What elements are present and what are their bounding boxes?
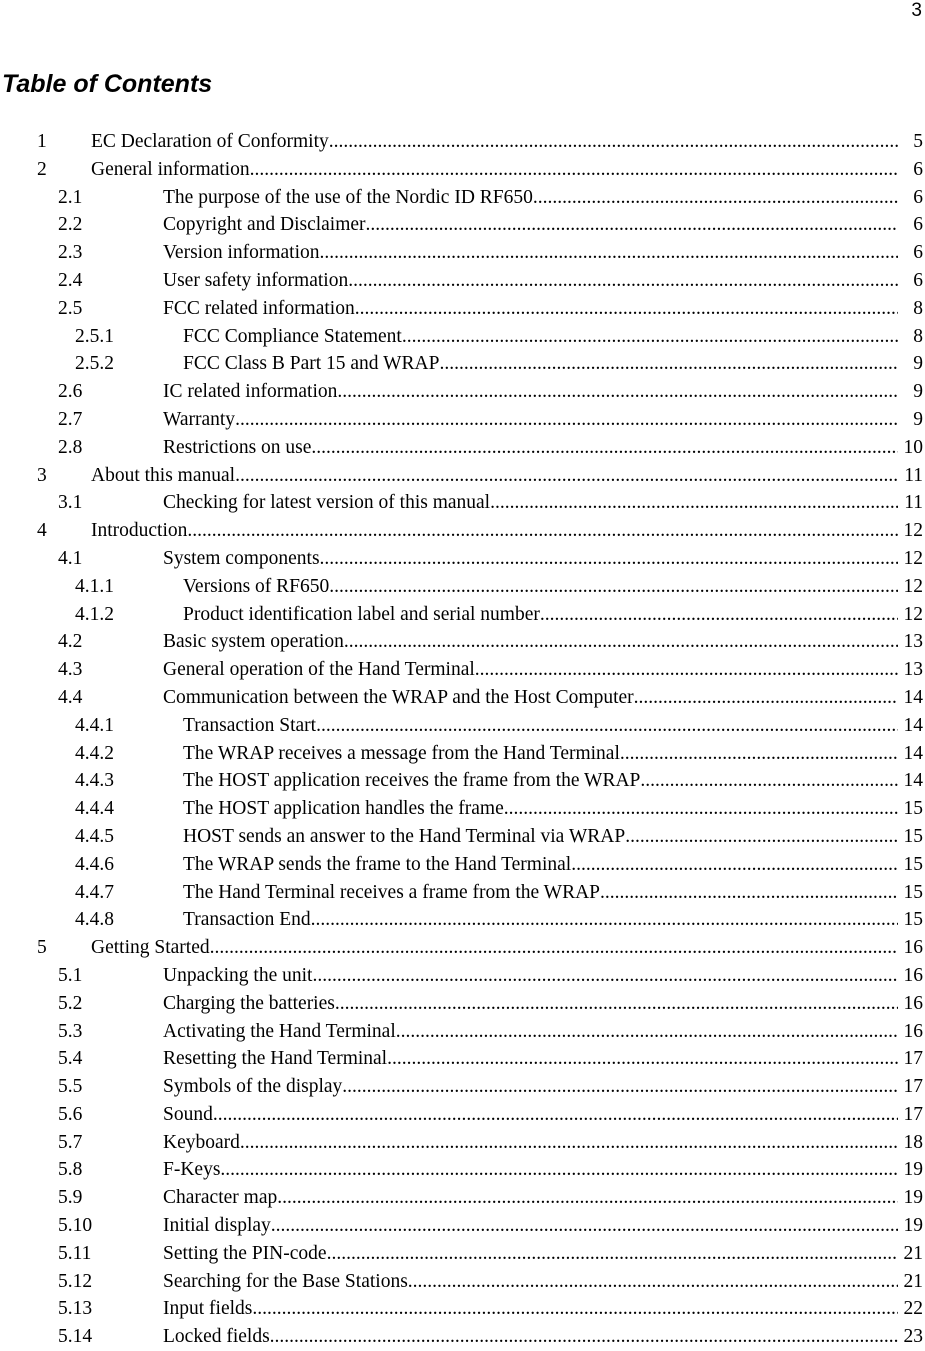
toc-entry-number: 1	[37, 131, 47, 152]
toc-entry-leader	[183, 601, 898, 629]
dot-leader	[540, 601, 898, 629]
toc-entry-leader	[183, 323, 898, 351]
toc-entry-title: FCC related information	[163, 295, 355, 323]
toc-entry-title: Transaction End	[183, 906, 311, 934]
toc-entry-page: 8	[913, 325, 923, 347]
toc-entry-title: Copyright and Disclaimer	[163, 211, 366, 239]
toc-entry[interactable]	[0, 489, 925, 517]
toc-entry-page: 17	[903, 1048, 923, 1070]
toc-entry[interactable]	[0, 295, 925, 323]
dot-leader	[270, 1323, 898, 1351]
toc-entry[interactable]	[0, 1156, 925, 1184]
dot-leader	[387, 1045, 898, 1073]
dot-leader	[210, 934, 898, 962]
toc-entry-page: 14	[903, 714, 923, 736]
toc-entry-leader	[163, 1073, 898, 1101]
toc-entry[interactable]	[0, 1323, 925, 1351]
toc-entry-page: 11	[904, 464, 923, 486]
toc-entry-leader	[183, 767, 898, 795]
dot-leader	[408, 1268, 898, 1296]
toc-entry[interactable]	[0, 1101, 925, 1129]
toc-entry-number: 5.14	[58, 1326, 93, 1348]
toc-entry-page: 6	[913, 214, 923, 236]
toc-entry-leader	[91, 934, 898, 962]
toc-entry[interactable]	[0, 350, 925, 378]
toc-entry[interactable]	[0, 517, 925, 545]
toc-entry-leader	[163, 184, 898, 212]
toc-entry-title: Charging the batteries	[163, 990, 335, 1018]
toc-entry-leader	[183, 740, 898, 768]
dot-leader	[504, 795, 898, 823]
dot-leader	[348, 267, 898, 295]
toc-entry-number: 5.11	[58, 1242, 92, 1264]
toc-entry-number: 2.3	[58, 242, 83, 264]
toc-entry[interactable]	[0, 740, 925, 768]
dot-leader	[329, 128, 898, 156]
dot-leader	[439, 350, 898, 378]
toc-entry-title: Searching for the Base Stations	[163, 1268, 408, 1296]
toc-entry-page: 13	[903, 659, 923, 681]
toc-entry-title: Character map	[163, 1184, 277, 1212]
toc-entry-leader	[163, 990, 898, 1018]
toc-entry-title: Product identification label and serial number	[183, 601, 540, 629]
toc-entry-page: 13	[903, 631, 923, 653]
toc-entry-title: Versions of RF650	[183, 573, 329, 601]
toc-entry[interactable]	[0, 573, 925, 601]
toc-entry[interactable]	[0, 239, 925, 267]
toc-entry-page: 15	[903, 909, 923, 931]
toc-entry-number: 4.4.3	[75, 770, 114, 792]
toc-entry-title: The WRAP receives a message from the Hand Terminal	[183, 740, 620, 768]
toc-entry[interactable]	[0, 1240, 925, 1268]
toc-entry[interactable]	[0, 1268, 925, 1296]
toc-entry-leader	[91, 517, 898, 545]
toc-entry[interactable]	[0, 323, 925, 351]
toc-entry[interactable]	[0, 823, 925, 851]
dot-leader	[235, 462, 898, 490]
toc-entry-leader	[183, 795, 898, 823]
toc-entry-page: 16	[903, 937, 923, 959]
toc-entry-page: 6	[913, 158, 923, 180]
toc-entry-title: The purpose of the use of the Nordic ID RF650	[163, 184, 533, 212]
toc-entry-number: 5.7	[58, 1131, 83, 1153]
toc-entry-leader	[163, 1323, 898, 1351]
toc-entry-leader	[163, 295, 898, 323]
toc-entry-number: 4.4	[58, 686, 83, 708]
toc-entry-title: Symbols of the display	[163, 1073, 342, 1101]
toc-entry-page: 18	[903, 1131, 923, 1153]
toc-entry-leader	[163, 684, 898, 712]
toc-entry-title: About this manual	[91, 462, 235, 490]
toc-entry-page: 15	[903, 853, 923, 875]
toc-entry-title: IC related information	[163, 378, 337, 406]
toc-entry-number: 3	[37, 464, 47, 486]
toc-entry-page: 16	[903, 992, 923, 1014]
toc-entry-number: 4.4.1	[75, 714, 114, 736]
toc-entry-title: Transaction Start	[183, 712, 316, 740]
dot-leader	[235, 406, 898, 434]
toc-list	[0, 128, 925, 1351]
toc-entry-number: 5.10	[58, 1215, 93, 1237]
dot-leader	[277, 1184, 898, 1212]
toc-entry-page: 21	[903, 1242, 923, 1264]
toc-entry-page: 11	[904, 492, 923, 514]
toc-entry-title: F-Keys	[163, 1156, 220, 1184]
toc-entry-number: 5.8	[58, 1159, 83, 1181]
toc-entry-page: 21	[903, 1270, 923, 1292]
toc-entry-page: 9	[913, 381, 923, 403]
toc-entry-number: 5	[37, 937, 47, 959]
dot-leader	[320, 239, 898, 267]
dot-leader	[335, 990, 898, 1018]
toc-entry-leader	[163, 656, 898, 684]
toc-entry-page: 12	[903, 547, 923, 569]
toc-entry-title: FCC Compliance Statement	[183, 323, 402, 351]
toc-entry[interactable]	[0, 990, 925, 1018]
toc-entry-number: 2.5.1	[75, 325, 114, 347]
toc-entry-leader	[183, 906, 898, 934]
toc-entry-title: Keyboard	[163, 1129, 240, 1157]
dot-leader	[250, 156, 898, 184]
toc-entry-leader	[183, 823, 898, 851]
toc-entry-title: Getting Started	[91, 934, 210, 962]
toc-entry-number: 4.2	[58, 631, 83, 653]
toc-entry-number: 2.2	[58, 214, 83, 236]
dot-leader	[311, 906, 898, 934]
dot-leader	[600, 879, 898, 907]
toc-entry-page: 14	[903, 770, 923, 792]
toc-entry-page: 16	[903, 964, 923, 986]
toc-entry-number: 5.3	[58, 1020, 83, 1042]
toc-entry[interactable]	[0, 601, 925, 629]
toc-entry-leader	[163, 1295, 898, 1323]
toc-entry[interactable]	[0, 712, 925, 740]
toc-entry-leader	[163, 406, 898, 434]
dot-leader	[213, 1101, 898, 1129]
toc-entry[interactable]	[0, 378, 925, 406]
toc-entry-leader	[183, 573, 898, 601]
toc-entry-page: 12	[903, 603, 923, 625]
toc-entry-number: 2.5.2	[75, 353, 114, 375]
toc-entry[interactable]	[0, 1184, 925, 1212]
toc-entry-leader	[163, 1212, 898, 1240]
toc-entry-page: 10	[903, 436, 923, 458]
toc-entry-title: Warranty	[163, 406, 235, 434]
toc-entry-page: 14	[903, 742, 923, 764]
toc-entry-number: 4.4.4	[75, 798, 114, 820]
toc-entry-number: 4.1.2	[75, 603, 114, 625]
dot-leader	[620, 740, 898, 768]
toc-entry-leader	[163, 1129, 898, 1157]
toc-entry-title: The Hand Terminal receives a frame from the WRAP	[183, 879, 600, 907]
dot-leader	[396, 1018, 898, 1046]
toc-entry-page: 23	[903, 1326, 923, 1348]
dot-leader	[571, 851, 898, 879]
dot-leader	[634, 684, 898, 712]
dot-leader	[533, 184, 898, 212]
toc-entry-page: 12	[903, 575, 923, 597]
toc-entry-leader	[183, 350, 898, 378]
toc-entry-title: HOST sends an answer to the Hand Terminal via WRAP	[183, 823, 625, 851]
toc-entry-page: 6	[913, 269, 923, 291]
toc-entry-number: 5.13	[58, 1298, 93, 1320]
toc-entry-leader	[91, 128, 898, 156]
toc-entry-title: Introduction	[91, 517, 187, 545]
toc-entry-leader	[183, 851, 898, 879]
dot-leader	[252, 1295, 898, 1323]
toc-entry-title: The HOST application handles the frame	[183, 795, 504, 823]
toc-entry-leader	[163, 378, 898, 406]
dot-leader	[475, 656, 898, 684]
toc-entry-number: 4.1	[58, 547, 83, 569]
toc-entry-title: General information	[91, 156, 250, 184]
toc-entry-title: Resetting the Hand Terminal	[163, 1045, 387, 1073]
toc-entry[interactable]	[0, 156, 925, 184]
dot-leader	[320, 545, 898, 573]
toc-entry-number: 5.6	[58, 1103, 83, 1125]
toc-entry-page: 19	[903, 1159, 923, 1181]
toc-entry[interactable]	[0, 934, 925, 962]
toc-entry-page: 14	[903, 686, 923, 708]
dot-leader	[337, 378, 898, 406]
toc-entry-title: Setting the PIN-code	[163, 1240, 327, 1268]
dot-leader	[187, 517, 898, 545]
toc-entry-title: Initial display	[163, 1212, 271, 1240]
toc-entry-number: 4	[37, 520, 47, 542]
toc-entry-title: Version information	[163, 239, 320, 267]
toc-entry[interactable]	[0, 462, 925, 490]
toc-entry-number: 5.5	[58, 1076, 83, 1098]
toc-entry-leader	[163, 1268, 898, 1296]
toc-entry-title: Checking for latest version of this manual	[163, 489, 490, 517]
toc-entry[interactable]	[0, 1018, 925, 1046]
dot-leader	[355, 295, 898, 323]
toc-entry-page: 5	[913, 131, 923, 152]
toc-entry-number: 5.12	[58, 1270, 93, 1292]
dot-leader	[312, 962, 898, 990]
dot-leader	[220, 1156, 898, 1184]
toc-entry-number: 4.4.8	[75, 909, 114, 931]
toc-entry-number: 5.1	[58, 964, 83, 986]
toc-entry[interactable]	[0, 267, 925, 295]
toc-entry[interactable]	[0, 1295, 925, 1323]
toc-entry-page: 15	[903, 798, 923, 820]
toc-entry-number: 4.4.2	[75, 742, 114, 764]
toc-entry-number: 4.4.6	[75, 853, 114, 875]
toc-entry-number: 2.5	[58, 297, 83, 319]
dot-leader	[329, 573, 898, 601]
dot-leader	[327, 1240, 898, 1268]
toc-entry[interactable]	[0, 1073, 925, 1101]
toc-entry-title: The WRAP sends the frame to the Hand Terminal	[183, 851, 571, 879]
toc-entry[interactable]	[0, 962, 925, 990]
dot-leader	[271, 1212, 898, 1240]
toc-entry-page: 12	[903, 520, 923, 542]
toc-entry-page: 19	[903, 1215, 923, 1237]
toc-entry-leader	[163, 628, 898, 656]
toc-entry[interactable]	[0, 128, 925, 156]
dot-leader	[344, 628, 898, 656]
toc-entry-leader	[91, 462, 898, 490]
toc-entry[interactable]	[0, 795, 925, 823]
toc-entry-number: 5.4	[58, 1048, 83, 1070]
toc-entry-leader	[163, 239, 898, 267]
dot-leader	[366, 211, 898, 239]
toc-entry-page: 9	[913, 408, 923, 430]
toc-entry-leader	[163, 545, 898, 573]
toc-entry[interactable]	[0, 406, 925, 434]
toc-entry-number: 2.8	[58, 436, 83, 458]
toc-entry-leader	[163, 434, 898, 462]
toc-entry-title: Input fields	[163, 1295, 252, 1323]
toc-entry-page: 6	[913, 242, 923, 264]
toc-entry-page: 17	[903, 1076, 923, 1098]
toc-entry-leader	[163, 1240, 898, 1268]
toc-entry-leader	[163, 1018, 898, 1046]
toc-entry-leader	[163, 1184, 898, 1212]
toc-entry-page: 9	[913, 353, 923, 375]
toc-entry[interactable]	[0, 211, 925, 239]
toc-entry-page: 8	[913, 297, 923, 319]
toc-entry-page: 19	[903, 1187, 923, 1209]
toc-entry-leader	[163, 267, 898, 295]
toc-entry[interactable]	[0, 656, 925, 684]
toc-entry-title: FCC Class B Part 15 and WRAP	[183, 350, 439, 378]
toc-entry-leader	[163, 1045, 898, 1073]
toc-entry[interactable]	[0, 184, 925, 212]
toc-entry-number: 2.7	[58, 408, 83, 430]
toc-entry[interactable]	[0, 1045, 925, 1073]
toc-entry-page: 22	[903, 1298, 923, 1320]
toc-entry-title: System components	[163, 545, 320, 573]
toc-entry-number: 2	[37, 158, 47, 180]
toc-entry-title: Locked fields	[163, 1323, 270, 1351]
toc-entry[interactable]	[0, 628, 925, 656]
toc-entry-number: 5.9	[58, 1187, 83, 1209]
toc-entry-leader	[183, 712, 898, 740]
toc-entry-title: Communication between the WRAP and the Host Computer	[163, 684, 634, 712]
toc-entry-number: 2.1	[58, 186, 83, 208]
toc-entry[interactable]	[0, 434, 925, 462]
toc-entry-number: 5.2	[58, 992, 83, 1014]
toc-entry-leader	[163, 1156, 898, 1184]
toc-entry-title: Basic system operation	[163, 628, 344, 656]
toc-entry-page: 6	[913, 186, 923, 208]
toc-entry[interactable]	[0, 1129, 925, 1157]
toc-entry-leader	[91, 156, 898, 184]
page-title: Table of Contents	[2, 70, 213, 98]
toc-entry[interactable]	[0, 767, 925, 795]
toc-entry-leader	[163, 489, 898, 517]
toc-entry-title: Sound	[163, 1101, 213, 1129]
toc-entry-number: 4.4.5	[75, 825, 114, 847]
toc-entry-title: General operation of the Hand Terminal	[163, 656, 475, 684]
dot-leader	[316, 712, 898, 740]
toc-entry[interactable]	[0, 906, 925, 934]
toc-entry-page: 16	[903, 1020, 923, 1042]
toc-entry-title: The HOST application receives the frame from the WRAP	[183, 767, 640, 795]
dot-leader	[640, 767, 898, 795]
toc-entry-leader	[163, 211, 898, 239]
toc-entry-number: 4.3	[58, 659, 83, 681]
toc-entry-title: Unpacking the unit	[163, 962, 312, 990]
toc-entry[interactable]	[0, 684, 925, 712]
toc-entry-title: EC Declaration of Conformity	[91, 128, 329, 156]
dot-leader	[240, 1129, 898, 1157]
toc-entry-number: 3.1	[58, 492, 83, 514]
toc-entry-page: 15	[903, 825, 923, 847]
toc-entry-title: User safety information	[163, 267, 348, 295]
toc-entry-number: 2.6	[58, 381, 83, 403]
toc-entry-number: 4.1.1	[75, 575, 114, 597]
toc-entry-leader	[183, 879, 898, 907]
toc-entry-number: 2.4	[58, 269, 83, 291]
toc-entry-leader	[163, 1101, 898, 1129]
dot-leader	[342, 1073, 898, 1101]
page-number: 3	[911, 0, 922, 21]
dot-leader	[402, 323, 898, 351]
dot-leader	[490, 489, 898, 517]
toc-entry-number: 4.4.7	[75, 881, 114, 903]
dot-leader	[311, 434, 898, 462]
toc-entry[interactable]	[0, 851, 925, 879]
toc-entry-page: 15	[903, 881, 923, 903]
toc-entry[interactable]	[0, 1212, 925, 1240]
toc-entry-leader	[163, 962, 898, 990]
toc-entry-title: Activating the Hand Terminal	[163, 1018, 396, 1046]
toc-entry-page: 17	[903, 1103, 923, 1125]
toc-entry-title: Restrictions on use	[163, 434, 311, 462]
toc-entry[interactable]	[0, 545, 925, 573]
dot-leader	[625, 823, 898, 851]
toc-entry[interactable]	[0, 879, 925, 907]
